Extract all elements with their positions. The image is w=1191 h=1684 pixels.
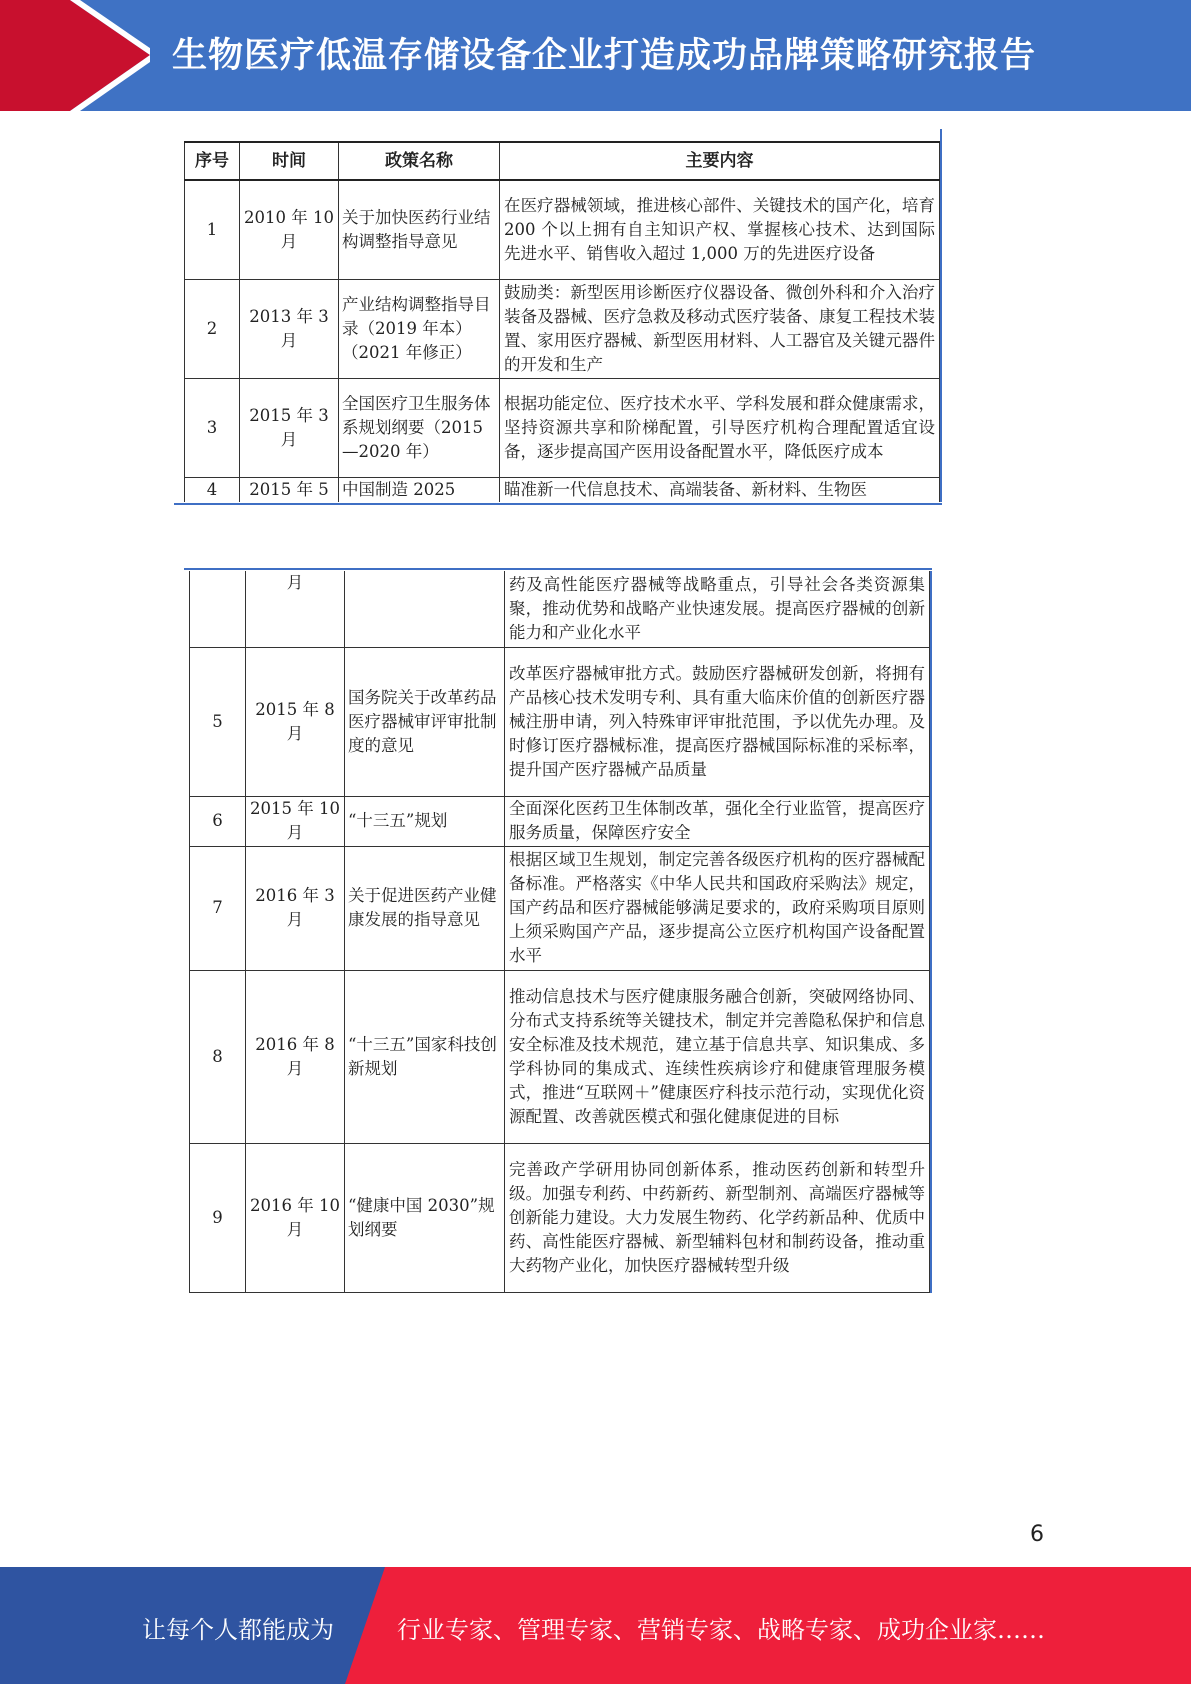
row-content: 药及高性能医疗器械等战略重点，引导社会各类资源集聚，推动优势和战略产业快速发展。提高医疗器械的创新能力和产业化水平	[505, 571, 930, 647]
footer-slogan-left: 让每个人都能成为	[142, 1616, 334, 1644]
row-time: 2015 年 10 月	[246, 796, 345, 846]
table-row	[185, 477, 940, 502]
row-content: 瞄准新一代信息技术、高端装备、新材料、生物医	[500, 477, 940, 502]
page-header	[0, 0, 1191, 111]
row-time: 2016 年 3 月	[246, 846, 345, 970]
row-policy-name: “十三五”国家科技创新规划	[345, 970, 505, 1143]
table-header-row	[185, 142, 940, 180]
header-red-chevron	[0, 0, 150, 111]
table-row	[190, 846, 930, 970]
row-no: 5	[190, 647, 246, 796]
row-content: 在医疗器械领域，推进核心部件、关键技术的国产化，培育 200 个以上拥有自主知识产权、掌握核心技术、达到国际先进水平、销售收入超过 1,000 万的先进医疗设备	[500, 180, 940, 279]
table-row	[190, 647, 930, 796]
row-policy-name: “健康中国 2030”规划纲要	[345, 1143, 505, 1292]
row-time: 2010 年 10 月	[240, 180, 339, 279]
row-time: 2013 年 3 月	[240, 279, 339, 378]
row-policy-name: 产业结构调整指导目录（2019 年本）（2021 年修正）	[339, 279, 500, 378]
row-content: 全面深化医药卫生体制改革，强化全行业监管，提高医疗服务质量，保障医疗安全	[505, 796, 930, 846]
table-frame-right	[940, 129, 942, 502]
table-row	[190, 796, 930, 846]
row-policy-name	[345, 571, 505, 647]
footer-slogan-right: 行业专家、管理专家、营销专家、战略专家、成功企业家……	[397, 1616, 1045, 1644]
row-policy-name: 国务院关于改革药品医疗器械审评审批制度的意见	[345, 647, 505, 796]
row-no: 4	[185, 477, 240, 502]
row-time: 月	[246, 571, 345, 647]
table-row	[190, 970, 930, 1143]
table-row	[190, 1143, 930, 1292]
row-time: 2015 年 3 月	[240, 378, 339, 477]
table-frame-top	[184, 568, 932, 570]
row-no: 7	[190, 846, 246, 970]
row-policy-name: 中国制造 2025	[339, 477, 500, 502]
policy-table-part-1	[184, 141, 939, 502]
header-cell-time: 时间	[240, 142, 339, 180]
row-time: 2015 年 8 月	[246, 647, 345, 796]
report-title: 生物医疗低温存储设备企业打造成功品牌策略研究报告	[172, 36, 1037, 76]
table-row	[185, 378, 940, 477]
table-row	[185, 279, 940, 378]
table-frame-bottom	[174, 503, 942, 505]
row-content: 改革医疗器械审批方式。鼓励医疗器械研发创新，将拥有产品核心技术发明专利、具有重大临床价值的创新医疗器械注册申请，列入特殊审评审批范围，予以优先办理。及时修订医疗器械标准，提高医疗器械国际标准的采标率，提升国产医疗器械产品质量	[505, 647, 930, 796]
page-footer	[0, 1567, 1191, 1684]
row-content: 推动信息技术与医疗健康服务融合创新，突破网络协同、分布式支持系统等关键技术，制定并完善隐私保护和信息安全标准及技术规范，建立基于信息共享、知识集成、多学科协同的集成式、连续性疾病诊疗和健康管理服务模式，推进“互联网＋”健康医疗科技示范行动，实现优化资源配置、改善就医模式和强化健康促进的目标	[505, 970, 930, 1143]
row-content: 根据区域卫生规划，制定完善各级医疗机构的医疗器械配备标准。严格落实《中华人民共和国政府采购法》规定，国产药品和医疗器械能够满足要求的，政府采购项目原则上须采购国产产品，逐步提高公立医疗机构国产设备配置水平	[505, 846, 930, 970]
row-policy-name: 关于促进医药产业健康发展的指导意见	[345, 846, 505, 970]
row-no: 8	[190, 970, 246, 1143]
table-frame-right	[930, 571, 932, 1293]
row-time: 2015 年 5	[240, 477, 339, 502]
row-policy-name: 关于加快医药行业结构调整指导意见	[339, 180, 500, 279]
header-cell-content: 主要内容	[500, 142, 940, 180]
row-time: 2016 年 10 月	[246, 1143, 345, 1292]
table-row	[185, 180, 940, 279]
page-number: 6	[1030, 1522, 1044, 1547]
table-row	[190, 571, 930, 647]
row-policy-name: 全国医疗卫生服务体系规划纲要（2015—2020 年）	[339, 378, 500, 477]
header-cell-no: 序号	[185, 142, 240, 180]
row-no: 6	[190, 796, 246, 846]
row-no: 2	[185, 279, 240, 378]
row-no: 9	[190, 1143, 246, 1292]
row-policy-name: “十三五”规划	[345, 796, 505, 846]
policy-table-part-2	[189, 571, 929, 1293]
row-content: 完善政产学研用协同创新体系，推动医药创新和转型升级。加强专利药、中药新药、新型制剂、高端医疗器械等创新能力建设。大力发展生物药、化学药新品种、优质中药、高性能医疗器械、新型辅料包材和制药设备，推动重大药物产业化，加快医疗器械转型升级	[505, 1143, 930, 1292]
header-cell-name: 政策名称	[339, 142, 500, 180]
row-no: 1	[185, 180, 240, 279]
row-no: 3	[185, 378, 240, 477]
row-content: 根据功能定位、医疗技术水平、学科发展和群众健康需求，坚持资源共享和阶梯配置，引导医疗机构合理配置适宜设备，逐步提高国产医用设备配置水平，降低医疗成本	[500, 378, 940, 477]
row-content: 鼓励类：新型医用诊断医疗仪器设备、微创外科和介入治疗装备及器械、医疗急救及移动式医疗装备、康复工程技术装置、家用医疗器械、新型医用材料、人工器官及关键元器件的开发和生产	[500, 279, 940, 378]
row-time: 2016 年 8 月	[246, 970, 345, 1143]
row-no	[190, 571, 246, 647]
